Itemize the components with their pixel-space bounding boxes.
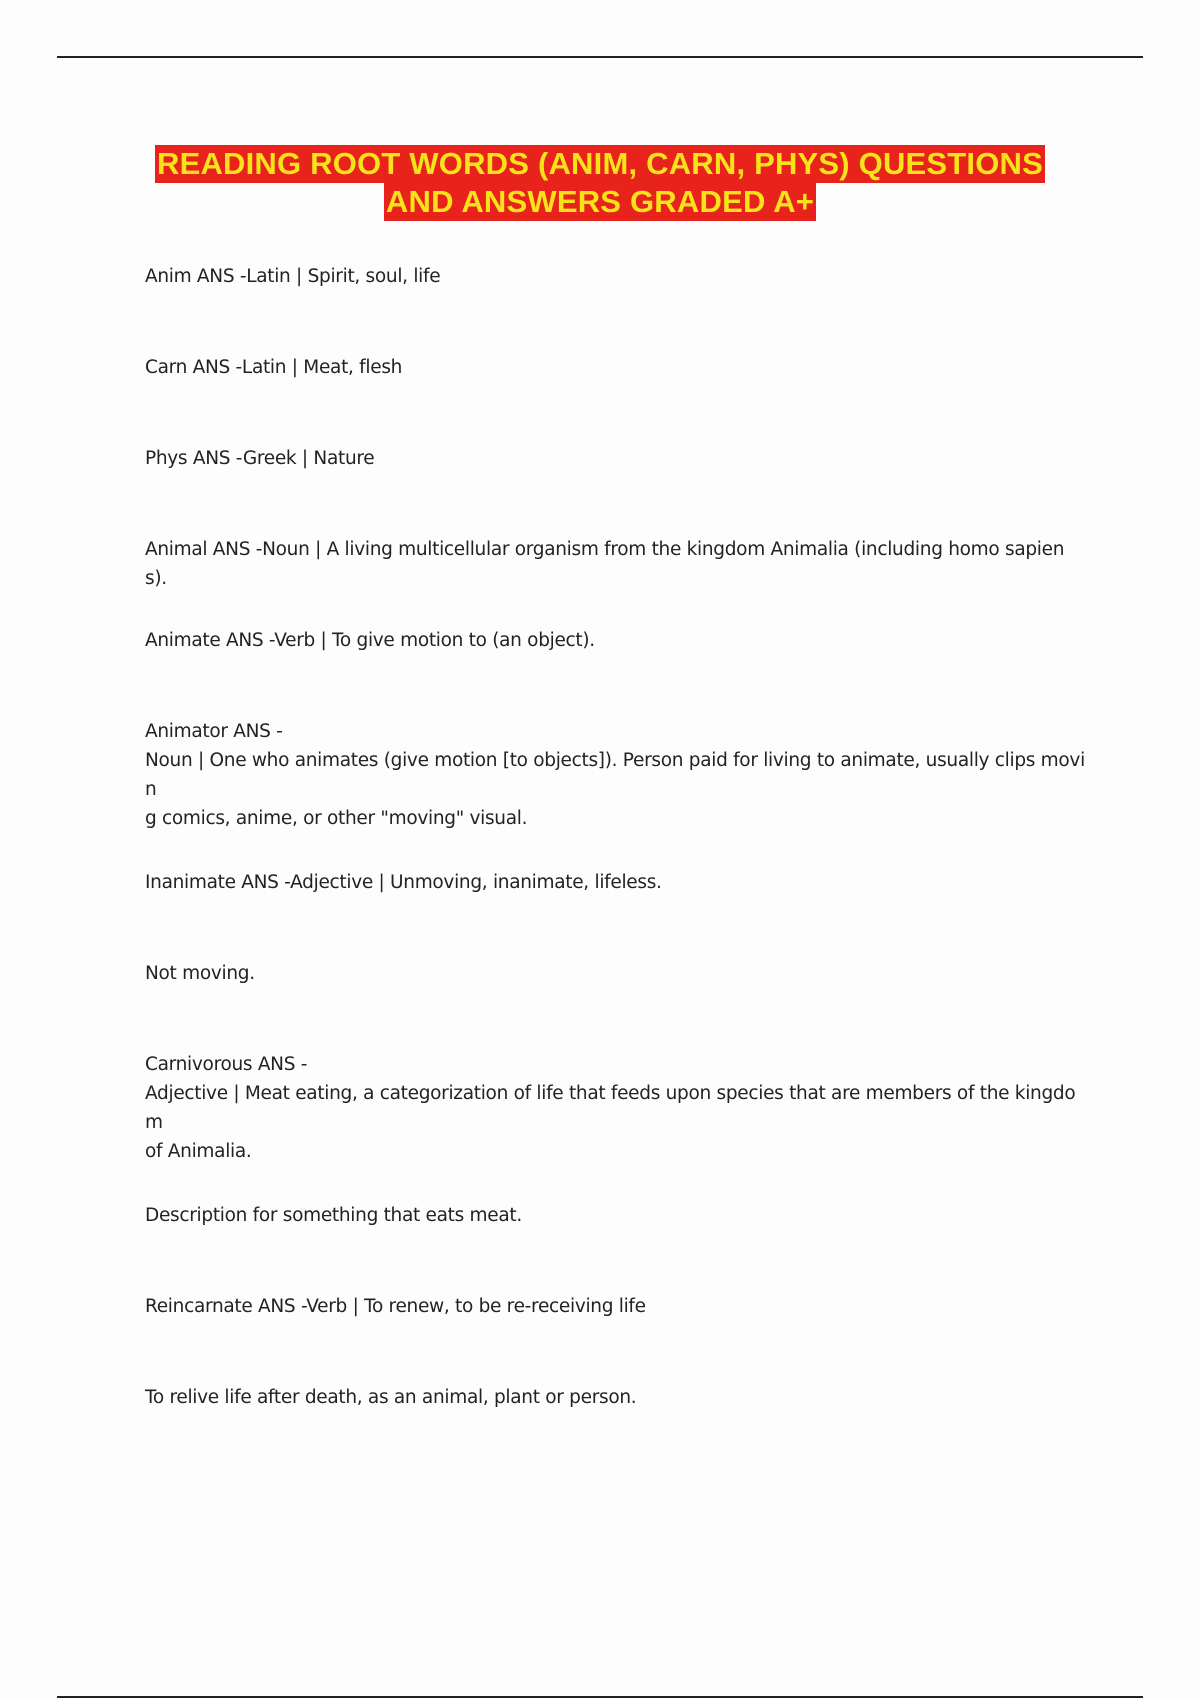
entry-carnivorous: Carnivorous ANS - Adjective | Meat eating, a categorization of life that feeds upon species that are members of the kingdom of Animalia.: [145, 1054, 1076, 1162]
entry-carn: Carn ANS -Latin | Meat, flesh: [145, 357, 403, 378]
entry-animator: Animator ANS - Noun | One who animates (give motion [to objects]). Person paid for living to animate, usually clips movin g comics, anime, or other "moving" visual.: [145, 721, 1085, 829]
entry-animal: Animal ANS -Noun | A living multicellular organism from the kingdom Animalia (including homo sapiens).: [145, 539, 1065, 589]
title-line-1: READING ROOT WORDS (ANIM, CARN, PHYS) QUESTIONS: [156, 146, 1044, 181]
document-title: [100, 145, 1100, 221]
entry-eats-meat: Description for something that eats meat.: [145, 1205, 522, 1226]
entry-not-moving: Not moving.: [145, 963, 255, 984]
entry-phys: Phys ANS -Greek | Nature: [145, 448, 375, 469]
header-rule: [57, 56, 1143, 58]
entry-animate: Animate ANS -Verb | To give motion to (an object).: [145, 630, 595, 651]
entry-anim: Anim ANS -Latin | Spirit, soul, life: [145, 266, 441, 287]
entry-inanimate: Inanimate ANS -Adjective | Unmoving, inanimate, lifeless.: [145, 872, 662, 893]
entry-relive: To relive life after death, as an animal, plant or person.: [145, 1387, 637, 1408]
footer-rule: [57, 1696, 1143, 1698]
title-line-2: AND ANSWERS GRADED A+: [385, 184, 815, 219]
entry-reincarnate: Reincarnate ANS -Verb | To renew, to be re-receiving life: [145, 1296, 646, 1317]
